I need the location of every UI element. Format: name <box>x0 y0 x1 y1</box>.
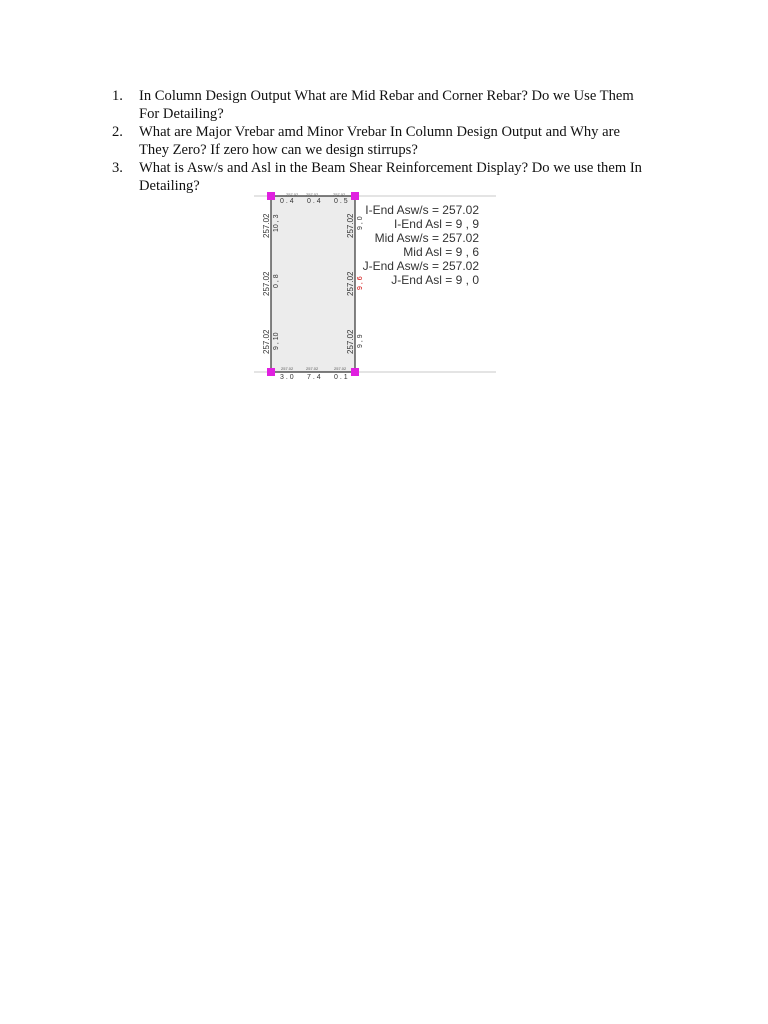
legend-line: I-End Asw/s = 257.02 <box>365 203 479 217</box>
right-column-value: 257.02 <box>346 271 355 296</box>
frame-panel <box>271 196 355 372</box>
left-column-sub-value: 9 , 10 <box>273 332 280 350</box>
bottom-beam-value: 3 . 0 <box>280 374 294 380</box>
question-list <box>112 87 692 195</box>
top-beam-small-label: 257.02 <box>333 192 346 197</box>
legend-line: J-End Asl = 9 , 0 <box>391 273 479 287</box>
right-column-value: 257.02 <box>346 213 355 238</box>
right-column-sub-value: 9 , 9 <box>357 334 364 348</box>
shear-reinforcement-figure <box>248 186 498 380</box>
legend-line: Mid Asl = 9 , 6 <box>403 245 479 259</box>
legend-line: I-End Asl = 9 , 9 <box>393 217 479 231</box>
top-beam-value: 0 . 4 <box>307 198 321 205</box>
frame-elevation-drawing <box>248 186 498 380</box>
bottom-beam-small-label: 257.02 <box>306 366 319 371</box>
bottom-beam-value: 7 . 4 <box>307 374 321 380</box>
legend-line: J-End Asw/s = 257.02 <box>362 259 479 273</box>
question-text-line: What are Major Vrebar amd Minor Vrebar In Column Design Output and Why are <box>139 124 620 140</box>
legend-line: Mid Asw/s = 257.02 <box>374 231 479 245</box>
question-text-line: They Zero? If zero how can we design stirrups? <box>139 142 418 158</box>
node-marker-top-right <box>351 192 359 200</box>
left-column-sub-value: 0 , 8 <box>273 274 280 288</box>
question-text-line: For Detailing? <box>139 106 224 122</box>
top-beam-value: 0 . 5 <box>334 198 348 205</box>
top-beam-small-label: 257.02 <box>286 192 299 197</box>
left-column-value: 257.02 <box>262 213 271 238</box>
top-beam-small-label: 257.02 <box>306 192 319 197</box>
bottom-beam-small-label: 257.02 <box>281 366 294 371</box>
right-column-sub-value: 9 , 0 <box>357 216 364 230</box>
question-text-line: Detailing? <box>139 178 200 194</box>
question-text-line: In Column Design Output What are Mid Rebar and Corner Rebar? Do we Use Them <box>139 88 634 104</box>
question-number: 2. <box>112 124 123 140</box>
left-column-sub-value: 10 , 3 <box>273 214 280 232</box>
top-beam-value: 0 . 4 <box>280 198 294 205</box>
bottom-beam-small-label: 257.02 <box>334 366 347 371</box>
bottom-beam-value: 0 . 1 <box>334 374 348 380</box>
question-item <box>112 123 692 159</box>
question-number: 1. <box>112 88 123 104</box>
right-column-sub-value: 9 , 6 <box>357 276 364 290</box>
question-text-line: What is Asw/s and Asl in the Beam Shear Reinforcement Display? Do we use them In <box>139 160 642 176</box>
right-column-value: 257.02 <box>346 329 355 354</box>
question-number: 3. <box>112 160 123 176</box>
question-item <box>112 87 692 123</box>
left-column-value: 257.02 <box>262 329 271 354</box>
node-marker-bottom-right <box>351 368 359 376</box>
node-marker-bottom-left <box>267 368 275 376</box>
node-marker-top-left <box>267 192 275 200</box>
left-column-value: 257.02 <box>262 271 271 296</box>
